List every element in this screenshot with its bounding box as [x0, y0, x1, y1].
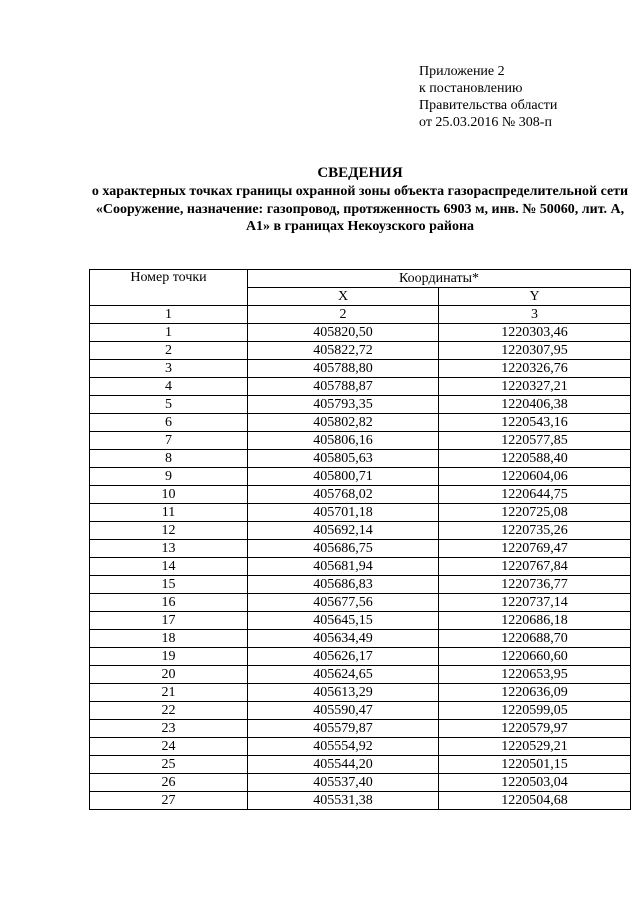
x-coordinate-cell: 405677,56: [248, 594, 439, 612]
y-coordinate-cell: 1220644,75: [439, 486, 631, 504]
point-number-cell: 25: [90, 756, 248, 774]
x-coordinate-cell: 405788,80: [248, 360, 439, 378]
x-coordinate-cell: 405624,65: [248, 666, 439, 684]
table-row: [90, 720, 631, 738]
x-coordinate-cell: 405806,16: [248, 432, 439, 450]
y-coordinate-cell: 1220588,40: [439, 450, 631, 468]
y-coordinate-cell: 1220303,46: [439, 324, 631, 342]
y-coordinate-cell: 1220327,21: [439, 378, 631, 396]
point-number-cell: 11: [90, 504, 248, 522]
appendix-line-2: к постановлению: [419, 81, 523, 96]
y-coordinate-cell: 1220503,04: [439, 774, 631, 792]
y-coordinate-cell: 1220737,14: [439, 594, 631, 612]
table-row: [90, 396, 631, 414]
table-row: [90, 360, 631, 378]
appendix-line-4: от 25.03.2016 № 308-п: [419, 115, 552, 130]
table-row: [90, 414, 631, 432]
table-row: [90, 540, 631, 558]
x-coordinate-cell: 405802,82: [248, 414, 439, 432]
table-row: [90, 450, 631, 468]
y-coordinate-cell: 1220326,76: [439, 360, 631, 378]
point-number-cell: 27: [90, 792, 248, 810]
coordinates-header: Координаты*: [248, 270, 631, 288]
x-coordinate-cell: 405681,94: [248, 558, 439, 576]
point-number-cell: 17: [90, 612, 248, 630]
x-coordinate-cell: 405626,17: [248, 648, 439, 666]
x-coordinate-cell: 405531,38: [248, 792, 439, 810]
table-row: [90, 468, 631, 486]
point-number-cell: 4: [90, 378, 248, 396]
table-row: [90, 378, 631, 396]
appendix-note: [419, 63, 557, 131]
point-number-cell: 18: [90, 630, 248, 648]
column-index-2: 2: [248, 306, 439, 324]
x-coordinate-cell: 405820,50: [248, 324, 439, 342]
y-coordinate-cell: 1220660,60: [439, 648, 631, 666]
table-row: [90, 684, 631, 702]
x-coordinate-cell: 405701,18: [248, 504, 439, 522]
y-coordinate-cell: 1220686,18: [439, 612, 631, 630]
x-coordinate-cell: 405537,40: [248, 774, 439, 792]
y-coordinate-cell: 1220736,77: [439, 576, 631, 594]
point-number-cell: 23: [90, 720, 248, 738]
column-index-1: 1: [90, 306, 248, 324]
table-row: [90, 702, 631, 720]
y-coordinate-cell: 1220307,95: [439, 342, 631, 360]
x-header: X: [248, 288, 439, 306]
appendix-line-3: Правительства области: [419, 98, 558, 113]
document-title: СВЕДЕНИЯ: [317, 165, 403, 181]
point-number-cell: 7: [90, 432, 248, 450]
x-coordinate-cell: 405805,63: [248, 450, 439, 468]
table-row: [90, 576, 631, 594]
x-coordinate-cell: 405692,14: [248, 522, 439, 540]
y-coordinate-cell: 1220735,26: [439, 522, 631, 540]
table-row: [90, 594, 631, 612]
x-coordinate-cell: 405645,15: [248, 612, 439, 630]
table-row: [90, 774, 631, 792]
table-row: [90, 756, 631, 774]
table-row: [90, 792, 631, 810]
appendix-line-1: Приложение 2: [419, 64, 505, 79]
x-coordinate-cell: 405613,29: [248, 684, 439, 702]
table-row: [90, 324, 631, 342]
y-coordinate-cell: 1220636,09: [439, 684, 631, 702]
table-row: [90, 648, 631, 666]
point-number-cell: 8: [90, 450, 248, 468]
point-number-cell: 3: [90, 360, 248, 378]
point-number-cell: 1: [90, 324, 248, 342]
x-coordinate-cell: 405800,71: [248, 468, 439, 486]
y-coordinate-cell: 1220529,21: [439, 738, 631, 756]
point-number-header: Номер точки: [90, 270, 248, 306]
x-coordinate-cell: 405788,87: [248, 378, 439, 396]
table-header-row: [90, 270, 631, 288]
table-row: [90, 504, 631, 522]
y-coordinate-cell: 1220604,06: [439, 468, 631, 486]
x-coordinate-cell: 405768,02: [248, 486, 439, 504]
point-number-cell: 24: [90, 738, 248, 756]
point-number-cell: 20: [90, 666, 248, 684]
table-row: [90, 432, 631, 450]
table-row: [90, 522, 631, 540]
y-coordinate-cell: 1220688,70: [439, 630, 631, 648]
point-number-cell: 14: [90, 558, 248, 576]
y-coordinate-cell: 1220504,68: [439, 792, 631, 810]
x-coordinate-cell: 405634,49: [248, 630, 439, 648]
y-coordinate-cell: 1220725,08: [439, 504, 631, 522]
column-index-3: 3: [439, 306, 631, 324]
point-number-cell: 16: [90, 594, 248, 612]
y-header: Y: [439, 288, 631, 306]
table-row: [90, 612, 631, 630]
point-number-cell: 21: [90, 684, 248, 702]
point-number-cell: 6: [90, 414, 248, 432]
coordinates-body: [90, 324, 631, 810]
table-row: [90, 558, 631, 576]
y-coordinate-cell: 1220769,47: [439, 540, 631, 558]
y-coordinate-cell: 1220767,84: [439, 558, 631, 576]
table-row: [90, 738, 631, 756]
y-coordinate-cell: 1220599,05: [439, 702, 631, 720]
point-number-cell: 5: [90, 396, 248, 414]
point-number-cell: 26: [90, 774, 248, 792]
coordinates-table: [89, 269, 631, 810]
column-index-row: [90, 306, 631, 324]
y-coordinate-cell: 1220501,15: [439, 756, 631, 774]
document-heading: [90, 164, 630, 236]
x-coordinate-cell: 405822,72: [248, 342, 439, 360]
y-coordinate-cell: 1220579,97: [439, 720, 631, 738]
y-coordinate-cell: 1220577,85: [439, 432, 631, 450]
y-coordinate-cell: 1220653,95: [439, 666, 631, 684]
y-coordinate-cell: 1220543,16: [439, 414, 631, 432]
x-coordinate-cell: 405579,87: [248, 720, 439, 738]
point-number-cell: 10: [90, 486, 248, 504]
document-subtitle: о характерных точках границы охранной зоны объекта газораспределительной сети «Сооружение, назначение: газопровод, протяженность 6903 м, инв. № 50060, лит. А, А1» в границах Некоузского района: [91, 184, 629, 234]
point-number-cell: 19: [90, 648, 248, 666]
y-coordinate-cell: 1220406,38: [439, 396, 631, 414]
table-row: [90, 666, 631, 684]
table-row: [90, 630, 631, 648]
x-coordinate-cell: 405686,75: [248, 540, 439, 558]
point-number-cell: 22: [90, 702, 248, 720]
point-number-cell: 9: [90, 468, 248, 486]
x-coordinate-cell: 405554,92: [248, 738, 439, 756]
table-row: [90, 342, 631, 360]
x-coordinate-cell: 405686,83: [248, 576, 439, 594]
point-number-cell: 15: [90, 576, 248, 594]
point-number-cell: 13: [90, 540, 248, 558]
x-coordinate-cell: 405793,35: [248, 396, 439, 414]
x-coordinate-cell: 405544,20: [248, 756, 439, 774]
table-row: [90, 486, 631, 504]
x-coordinate-cell: 405590,47: [248, 702, 439, 720]
point-number-cell: 12: [90, 522, 248, 540]
point-number-cell: 2: [90, 342, 248, 360]
